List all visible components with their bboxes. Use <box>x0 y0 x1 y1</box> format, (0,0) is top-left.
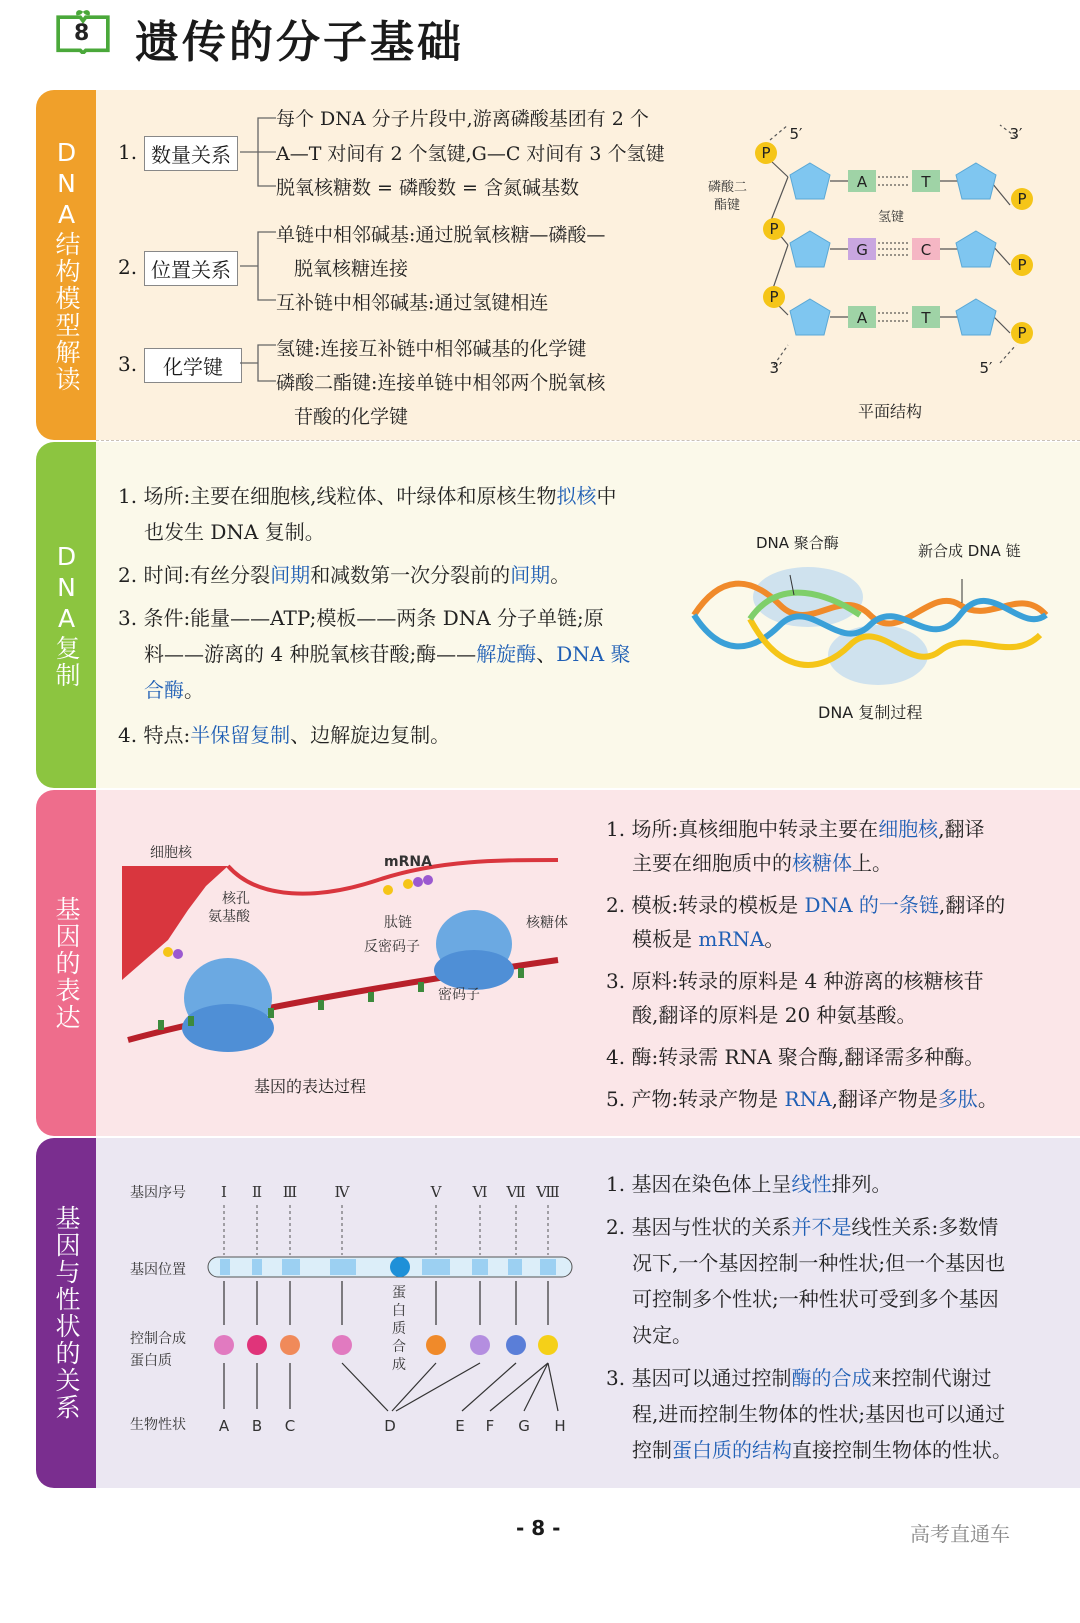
bracket-line: 磷酸二酯键:连接单链中相邻两个脱氧核 <box>276 372 606 394</box>
expression-item-enzyme: 4. 酶:转录需 RNA 聚合酶,翻译需多种酶。 <box>606 1045 985 1069</box>
label-ribosome: 核糖体 <box>526 915 568 931</box>
phosphodiester-label: 磷酸二 <box>708 180 748 195</box>
expression-item-location-cont: 主要在细胞质中的核糖体上。 <box>632 851 892 875</box>
bracket-line: 每个 DNA 分子片段中,游离磷酸基团有 2 个 <box>276 108 649 130</box>
end-label: 3′ <box>769 359 783 377</box>
tab-gene-expression: 基因的表达 <box>36 790 96 1136</box>
expression-item-template: 2. 模板:转录的模板是 DNA 的一条链,翻译的 <box>606 893 1006 917</box>
row-label: 基因序号 <box>130 1185 186 1201</box>
group-number: 3. <box>118 352 138 376</box>
row-label: 生物性状 <box>130 1417 186 1433</box>
expression-item-template-cont: 模板是 mRNA。 <box>632 927 785 951</box>
base-label: A <box>856 173 868 191</box>
bracket-line: 互补链中相邻碱基:通过氢键相连 <box>276 292 549 314</box>
replication-item-location-cont: 也发生 DNA 复制。 <box>144 520 325 544</box>
bracket <box>238 222 278 310</box>
bracket <box>238 335 278 395</box>
replication-item-condition-cont: 料——游离的 4 种脱氧核苷酸;酶——解旋酶、DNA 聚 <box>144 642 631 666</box>
end-label: 5′ <box>789 125 803 143</box>
gene-trait-item-2-cont: 可控制多个性状;一种性状可受到多个基因 <box>632 1287 999 1311</box>
gene-trait-item-3-cont: 程,进而控制生物体的性状;基因也可以通过 <box>632 1402 1006 1426</box>
figure-caption: 基因的表达过程 <box>254 1077 367 1096</box>
label-anticodon: 反密码子 <box>364 939 420 955</box>
deoxyribose-shape <box>956 163 996 199</box>
expression-item-location: 1. 场所:真核细胞中转录主要在细胞核,翻译 <box>606 817 985 841</box>
tab-dna-structure: DNA结构模型解读 <box>36 90 96 440</box>
gene-number: Ⅰ <box>221 1183 227 1201</box>
base-label: T <box>921 173 931 191</box>
trait-label: B <box>251 1417 263 1435</box>
hbond-label: 氢键 <box>878 210 905 225</box>
base-label: A <box>856 309 868 327</box>
gene-number: Ⅴ <box>430 1183 442 1201</box>
gene-number: Ⅷ <box>536 1183 560 1201</box>
label-mrna: mRNA <box>384 854 432 870</box>
gene-trait-item-3-cont: 控制蛋白质的结构直接控制生物体的性状。 <box>632 1438 1012 1462</box>
bracket-line: 脱氧核糖连接 <box>294 258 409 280</box>
gene-trait-item-2: 2. 基因与性状的关系并不是线性关系:多数情 <box>606 1215 999 1239</box>
label-nucleus: 细胞核 <box>150 845 192 861</box>
deoxyribose-shape <box>790 231 830 267</box>
phosphate-label: P <box>1017 256 1027 274</box>
expression-item-product: 5. 产物:转录产物是 RNA,翻译产物是多肽。 <box>606 1087 998 1111</box>
label-pore: 核孔 <box>222 891 250 907</box>
gene-number: Ⅱ <box>251 1183 263 1201</box>
figure-label-new-strand: 新合成 DNA 链 <box>918 542 1021 560</box>
gene-trait-item-1: 1. 基因在染色体上呈线性排列。 <box>606 1172 892 1196</box>
phosphate-label: P <box>769 288 779 306</box>
page-number: - 8 - <box>516 1516 561 1540</box>
base-label: G <box>856 241 868 259</box>
gene-trait-item-3: 3. 基因可以通过控制酶的合成来控制代谢过 <box>606 1366 992 1390</box>
bracket-line: 单链中相邻碱基:通过脱氧核糖—磷酸— <box>276 224 606 246</box>
gene-expression-figure <box>118 840 578 1070</box>
gene-number: Ⅵ <box>472 1183 488 1201</box>
trait-label: G <box>518 1417 530 1435</box>
deoxyribose-shape <box>790 163 830 199</box>
bracket-line: 脱氧核糖数 = 磷酸数 = 含氮碱基数 <box>276 177 579 199</box>
expression-item-material: 3. 原料:转录的原料是 4 种游离的核糖核苷 <box>606 969 984 993</box>
trait-label: D <box>384 1417 396 1435</box>
figure-caption: DNA 复制过程 <box>818 703 923 722</box>
phosphate-label: P <box>761 144 771 162</box>
base-label: C <box>920 241 932 259</box>
trait-label: H <box>554 1417 566 1435</box>
trait-label: E <box>455 1417 465 1435</box>
bracket-line: A—T 对间有 2 个氢键,G—C 对间有 3 个氢键 <box>276 143 665 165</box>
phosphate-label: P <box>1017 324 1027 342</box>
group-label: 位置关系 <box>144 251 238 286</box>
tab-dna-replication: DNA复制 <box>36 442 96 788</box>
gene-number: Ⅳ <box>334 1183 350 1201</box>
deoxyribose-shape <box>956 299 996 335</box>
group-label: 化学键 <box>144 348 242 383</box>
dna-planar-diagram <box>700 115 1060 385</box>
label-codon: 密码子 <box>438 987 480 1003</box>
base-label: T <box>921 309 931 327</box>
group-number: 1. <box>118 140 138 164</box>
figure-caption: 平面结构 <box>858 402 923 421</box>
trait-label: A <box>218 1417 230 1435</box>
bracket-line: 苷酸的化学键 <box>294 406 409 428</box>
end-label: 5′ <box>979 359 993 377</box>
end-label: 3′ <box>1009 125 1023 143</box>
phosphate-label: P <box>769 220 779 238</box>
bracket-line: 氢键:连接互补链中相邻碱基的化学键 <box>276 338 587 360</box>
tab-gene-trait: 基因与性状的关系 <box>36 1138 96 1488</box>
page-header <box>0 0 1080 85</box>
phosphodiester-label: 酯键 <box>714 198 741 213</box>
gene-trait-figure <box>200 1175 580 1445</box>
row-label: 蛋白质 <box>130 1353 172 1369</box>
replication-item-location: 1. 场所:主要在细胞核,线粒体、叶绿体和原核生物拟核中 <box>118 484 617 508</box>
gene-trait-item-2-cont: 决定。 <box>632 1323 692 1347</box>
divider <box>96 440 1080 441</box>
replication-item-condition-cont: 合酶。 <box>144 678 204 702</box>
label-peptide: 肽链 <box>384 915 412 931</box>
group-number: 2. <box>118 255 138 279</box>
deoxyribose-shape <box>790 299 830 335</box>
figure-label-polymerase: DNA 聚合酶 <box>756 534 839 552</box>
trait-label: F <box>485 1417 495 1435</box>
replication-item-condition: 3. 条件:能量——ATP;模板——两条 DNA 分子单链;原 <box>118 606 604 630</box>
expression-item-material-cont: 酸,翻译的原料是 20 种氨基酸。 <box>632 1003 917 1027</box>
gene-number: Ⅲ <box>282 1183 298 1201</box>
gene-number: Ⅶ <box>506 1183 526 1201</box>
row-label: 基因位置 <box>130 1262 186 1278</box>
label-amino-acid: 氨基酸 <box>208 909 250 925</box>
chapter-number: 8 <box>74 21 90 46</box>
replication-item-time: 2. 时间:有丝分裂间期和减数第一次分裂前的间期。 <box>118 563 571 587</box>
row-label: 控制合成 <box>130 1331 186 1347</box>
deoxyribose-shape <box>956 231 996 267</box>
phosphate-label: P <box>1017 190 1027 208</box>
group-label: 数量关系 <box>144 136 238 171</box>
page-title: 遗传的分子基础 <box>135 17 464 68</box>
dna-replication-figure <box>690 555 1050 695</box>
replication-item-feature: 4. 特点:半保留复制、边解旋边复制。 <box>118 723 451 747</box>
bracket <box>238 110 278 196</box>
watermark: 高考直通车 <box>910 1522 1010 1546</box>
trait-label: C <box>284 1417 296 1435</box>
protein-synthesis-label: 蛋白质合成 <box>392 1285 406 1373</box>
gene-trait-item-2-cont: 况下,一个基因控制一种性状;但一个基因也 <box>632 1251 1006 1275</box>
